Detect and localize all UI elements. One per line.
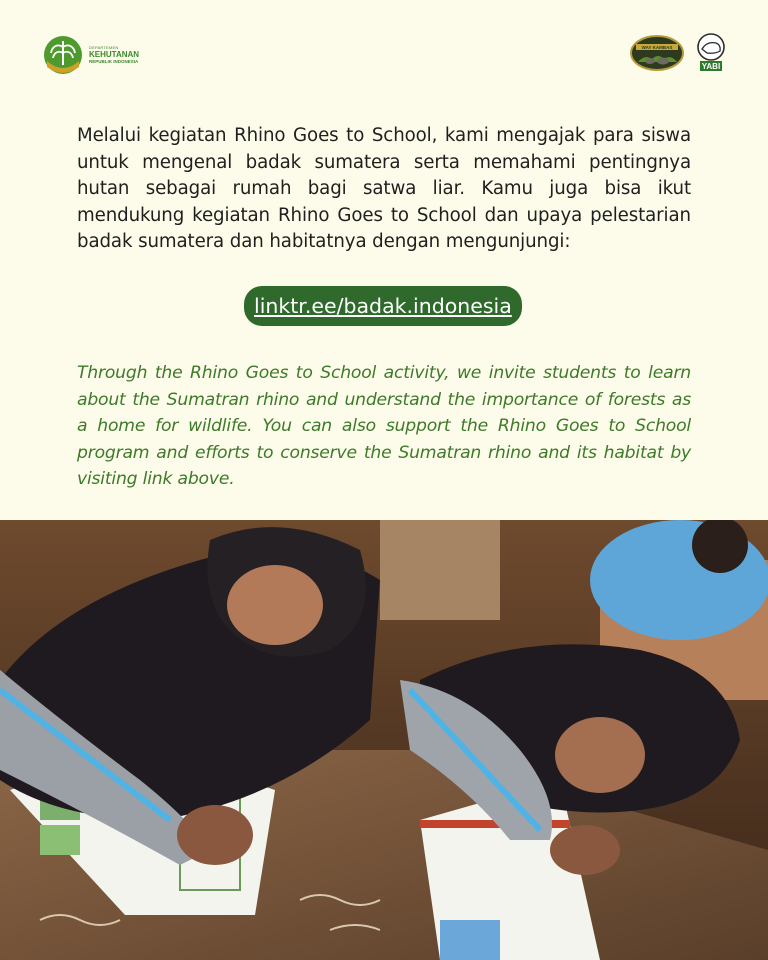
svg-text:YABI: YABI (701, 62, 721, 71)
kehutanan-logo (43, 35, 139, 75)
link-text[interactable]: linktr.ee/badak.indonesia (254, 294, 512, 318)
logo-line-2: KEHUTANAN (89, 49, 140, 59)
english-paragraph: Through the Rhino Goes to School activity, we invite students to learn about the Sumatran rhino and understand the importance of forests as a home for wildlife. You can also support the Rhino Goes to School program and efforts to conserve the Sumatran rhino and its habitat by visiting link above. (77, 363, 691, 489)
partner-logos (630, 33, 728, 73)
logo-line-1: DEPARTEMEN (89, 44, 119, 50)
students-writing-photo (0, 520, 768, 960)
indonesian-paragraph: Melalui kegiatan Rhino Goes to School, kami mengajak para siswa untuk mengenal badak sumatera serta memahami pentingnya hutan sebagai rumah bagi satwa liar. Kamu juga bisa ikut mendukung kegiatan Rhino Goes to School dan upaya pelestarian badak sumatera dan habitatnya dengan mengunjungi: (77, 125, 691, 252)
yabi-logo (694, 33, 728, 73)
logo-line-3: REPUBLIK INDONESIA (89, 58, 139, 64)
svg-text:WAY KAMBAS: WAY KAMBAS (641, 45, 673, 50)
way-kambas-logo (630, 35, 684, 71)
tree-emblem-icon (43, 35, 83, 75)
linktree-link[interactable] (244, 286, 522, 326)
